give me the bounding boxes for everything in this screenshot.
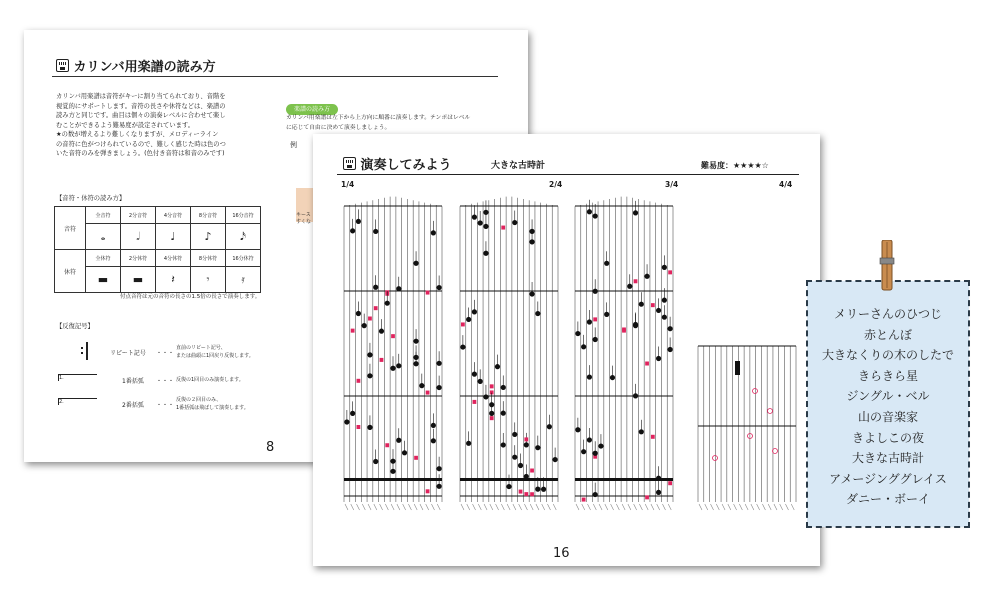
score-column-4 [695,196,799,512]
melody-mark [490,416,494,420]
melody-mark [374,306,378,310]
song-list-card [802,270,972,534]
score-column-3 [572,196,676,512]
melody-mark [524,492,528,496]
list-item: 山の音楽家 [857,409,918,424]
second-ending-dots: ・・・ [156,402,175,409]
song-title: 大きな古時計 [491,161,546,171]
first-ending-dots: ・・・ [156,378,175,385]
melody-mark [530,492,534,496]
rest-header: 4分休符 [156,250,191,267]
kalimba-icon [343,157,356,170]
melody-mark [651,303,655,307]
snippet-text: キース すくな [296,212,312,225]
note-section-title: 【音符・休符の読み方】 [56,195,126,202]
kalimba-score-4 [695,196,799,512]
note-header: 2分音符 [121,207,156,224]
melody-mark [622,327,626,331]
rest-header: 16分休符 [226,250,261,267]
melody-mark [593,317,597,321]
kalimba-score-3 [572,196,676,512]
note-header: 4分音符 [156,207,191,224]
second-ending-bracket: 2. [58,398,97,405]
rest-header: 2分休符 [121,250,156,267]
thick-bar [344,478,442,481]
thick-bar [460,478,558,481]
first-ending-desc: 反復の1回目のみ演奏します。 [176,377,244,383]
kalimba-score-1 [341,196,445,512]
list-item: 赤とんぼ [863,327,912,342]
song-list-paper [810,284,966,524]
list-item: アメージンググレイス [829,471,947,486]
melody-mark [357,425,361,429]
kalimba-icon [56,59,69,72]
thick-bar [575,478,673,481]
half-note-icon: 𝅗𝅥 [121,224,156,250]
half-rest-icon: ▬ [121,267,156,293]
melody-mark [473,400,477,404]
eighth-rest-icon: 𝄾 [191,267,226,293]
melody-mark [645,362,649,366]
repeat-label: リピート記号 [110,350,146,357]
rest-header: 8分休符 [191,250,226,267]
whole-rest-icon: ▬ [86,267,121,293]
intro-text: カリンバ用楽譜は音符がキーに割り当てられており、音階を 視覚的にサポートします。音符の長さや休符などは、楽譜の 読み方と同じです。曲目は個々の演奏レベルに合わせて楽し むことができるよう難易度が設定されています。 ★の数が増えるより難しくなりますが、メロディーライン の音符に色がつけられているので、難しく感じた時は色のつ いた音符のみを弾きましょう。(色付き音符は和音のみです) [56,93,226,157]
note-header: 16分音符 [226,207,261,224]
melody-mark [501,226,505,230]
melody-mark [530,469,534,473]
melody-mark [426,391,430,395]
list-item: きよしこの夜 [851,430,924,445]
note-header: 全音符 [86,207,121,224]
melody-mark [519,490,523,494]
melody-mark [391,334,395,338]
melody-mark [668,270,672,274]
melody-mark [490,384,494,388]
note-header: 8分音符 [191,207,226,224]
front-page-number: 16 [553,546,570,561]
melody-mark [426,291,430,295]
second-ending-desc: 反復の２回目のみ、 1番括弧は飛ばして演奏します。 [176,397,249,411]
measure-label-2: 2/4 [549,180,563,189]
measure-label-4: 4/4 [779,180,793,189]
melody-mark [461,322,465,326]
repeat-dots: ・・・ [156,350,175,357]
note-rest-table [54,206,261,293]
quarter-note-icon: ♩ [156,224,191,250]
title-rule [52,76,498,77]
first-ending-label: 1番括弧 [122,378,144,385]
second-ending-label: 2番括弧 [122,402,144,409]
measure-label-3: 3/4 [665,180,679,189]
back-page-number: 8 [266,440,275,455]
melody-mark [385,443,389,447]
clothespin-icon [877,240,897,300]
list-item: ダニー・ボーイ [845,492,930,507]
rest-row-label: 休符 [55,250,86,293]
repeat-section-title: 【反復記号】 [56,323,94,330]
front-page [313,134,820,566]
list-item: メリーさんのひつじ [833,307,942,321]
melody-mark [351,329,355,333]
song-list [810,284,966,510]
score-background [457,196,561,512]
first-ending-bracket: 1. [58,374,97,381]
note-row-label: 音符 [55,207,86,250]
list-item: ジングル・ベル [846,389,930,404]
melody-mark [380,358,384,362]
melody-mark [357,379,361,383]
sixteenth-rest-icon: 𝄿 [226,267,261,293]
front-title-rule [337,174,799,175]
repeat-sign-icon [74,342,88,360]
rest-mark [735,361,740,375]
melody-mark [645,495,649,499]
score-background [695,196,799,512]
melody-mark [634,279,638,283]
list-item: 大きなくりの木のしたで [821,348,954,363]
front-page-title: 演奏してみよう [343,154,452,173]
kalimba-score-2 [457,196,561,512]
melody-mark [426,489,430,493]
melody-mark [524,437,528,441]
list-item: 大きな古時計 [851,451,924,466]
reading-badge: 楽譜の読み方 [286,96,338,115]
melody-mark [414,456,418,460]
rest-header: 全休符 [86,250,121,267]
list-item: きらきら星 [857,368,918,383]
whole-note-icon: 𝅝 [86,224,121,250]
eighth-note-icon: ♪ [191,224,226,250]
measure-label-1: 1/4 [341,180,355,189]
difficulty-rating: 難易度：★★★★☆ [701,161,769,170]
melody-mark [651,435,655,439]
dotted-note-footnote: 付点音符は元の音符の長さの1.5倍の長さで演奏します。 [120,294,261,300]
sixteenth-note-icon: 𝅘𝅥𝅯 [226,224,261,250]
melody-mark [668,481,672,485]
example-label: 例 [290,141,297,149]
quarter-rest-icon: 𝄽 [156,267,191,293]
back-page-title: カリンバ用楽譜の読み方 [56,56,216,75]
repeat-desc: 直前のリピート記号、 または曲頭に1回戻り反復します。 [176,345,254,359]
score-column-1 [341,196,445,512]
melody-mark [582,498,586,502]
melody-mark [368,317,372,321]
reading-instructions: カリンバ用楽譜は左下から上方向に順番に演奏します。テンポはレベル に応じて自由に決めて演奏しましょう。 [286,115,471,131]
score-background [572,196,676,512]
score-column-2 [457,196,561,512]
